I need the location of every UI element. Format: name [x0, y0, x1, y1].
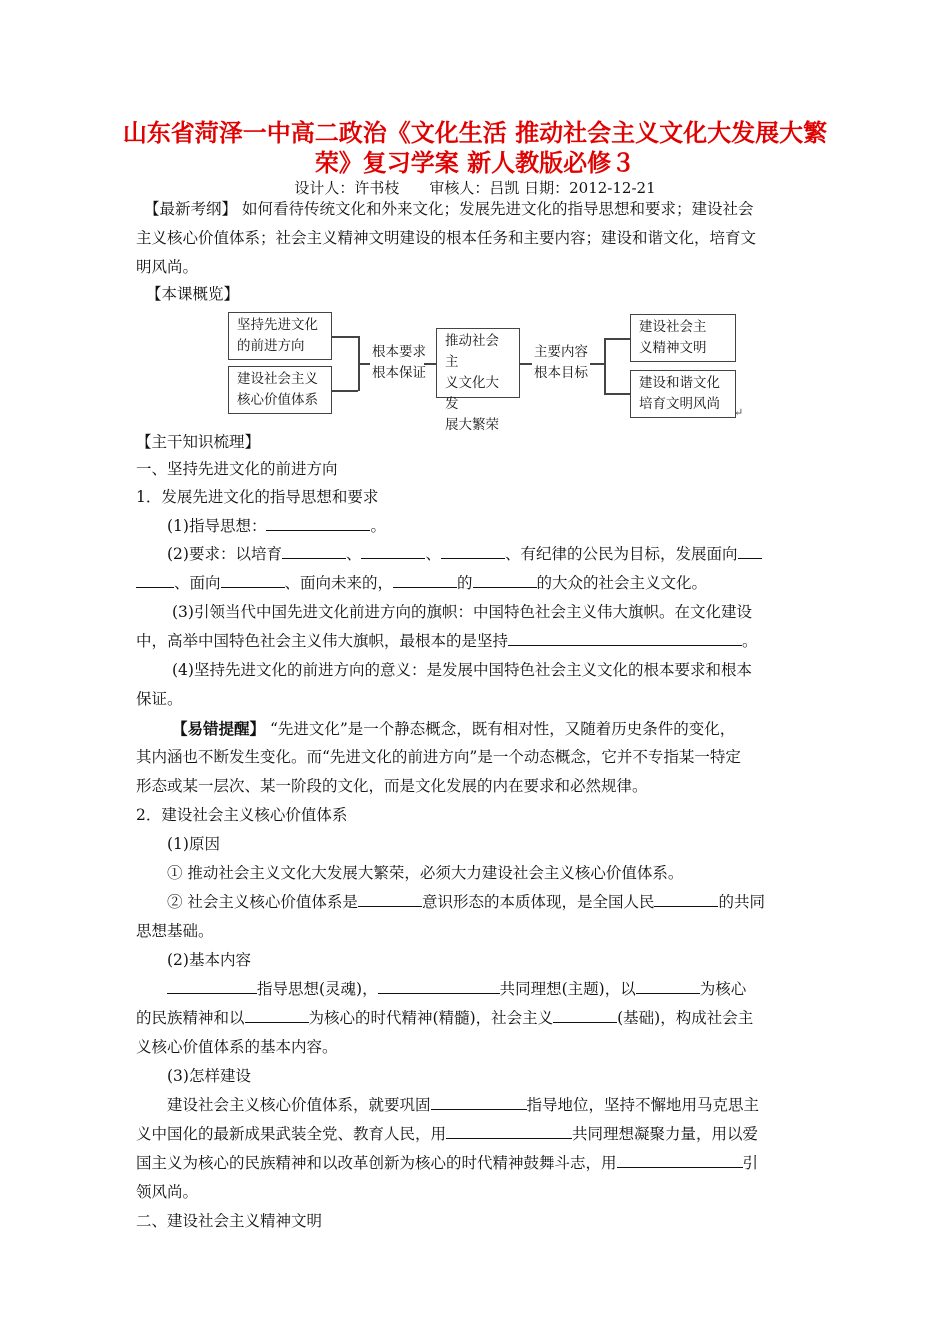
- connector: [590, 363, 604, 365]
- fill-blank[interactable]: [282, 544, 346, 559]
- s1-1b-line2: 、面向 、面向未来的， 的 的大众的社会主义文化。: [136, 569, 816, 598]
- box-harmonious-culture: 建设和谐文化 培育文明风尚: [630, 370, 736, 418]
- warning-line1: 【易错提醒】 “先进文化”是一个静态概念，既有相对性，又随着历史条件的变化，: [172, 719, 736, 738]
- document-title-line2: 荣》复习学案 新人教版必修３: [314, 148, 636, 177]
- s1-2b-line3: 义核心价值体系的基本内容。: [136, 1038, 338, 1056]
- s1-2c-line2: 义中国化的最新成果武装全党、教育人民，用 共同理想凝聚力量，用以爱: [136, 1125, 759, 1143]
- main-knowledge-label: 【主干知识梳理】: [136, 433, 261, 451]
- connector: [604, 338, 606, 394]
- s1-1d-line2: 保证。: [136, 690, 183, 708]
- fill-blank[interactable]: [553, 1008, 617, 1023]
- document-subtitle: 设计人：许书枝 审核人：吕凯 日期：2012-12-21: [294, 179, 656, 197]
- fill-blank[interactable]: [431, 1095, 527, 1110]
- fill-blank[interactable]: [245, 1008, 309, 1023]
- fill-blank[interactable]: [446, 1124, 572, 1139]
- connector: [332, 336, 358, 338]
- s1-1b-line1: (2)要求：以培育 、 、 、有纪律的公民为目标，发展面向: [136, 540, 816, 569]
- fill-blank[interactable]: [378, 979, 500, 994]
- fill-blank[interactable]: [358, 892, 422, 907]
- s1-2c-line4: 领风尚。: [136, 1183, 199, 1201]
- s1-2a-item1: ① 推动社会主义文化大发展大繁荣，必须大力建设社会主义核心价值体系。: [167, 864, 684, 882]
- s1-1c-line1: (3)引领当代中国先进文化前进方向的旗帜：中国特色社会主义伟大旗帜。在文化建设: [172, 603, 752, 621]
- exam-outline-label: 【最新考纲】: [144, 200, 238, 218]
- fill-blank[interactable]: [136, 573, 174, 588]
- label-main-content: 主要内容 根本目标: [534, 344, 588, 381]
- fill-blank[interactable]: [654, 892, 718, 907]
- box-spiritual-civilization: 建设社会主 义精神文明: [630, 314, 736, 362]
- s1-2c-line3: 国主义为核心的民族精神和以改革创新为核心的时代精神鼓舞斗志，用 引: [136, 1154, 759, 1172]
- s1-2b-heading: (2)基本内容: [167, 951, 251, 969]
- s1-2a-heading: (1)原因: [167, 835, 220, 853]
- section2-heading: 二、建设社会主义精神文明: [136, 1212, 323, 1230]
- fill-blank[interactable]: [617, 1153, 743, 1168]
- s1-2a-item2-line1: ② 社会主义核心价值体系是 意识形态的本质体现，是全国人民 的共同: [167, 893, 765, 911]
- connector: [424, 363, 436, 365]
- fill-blank[interactable]: [266, 516, 370, 531]
- exam-outline-line3: 明风尚。: [136, 258, 199, 276]
- s1-2c-heading: (3)怎样建设: [167, 1067, 251, 1085]
- box-advanced-culture: 坚持先进文化 的前进方向: [228, 312, 332, 360]
- s1-2a-item2-line2: 思想基础。: [136, 922, 214, 940]
- s1-1d-line1: (4)坚持先进文化的前进方向的意义：是发展中国特色社会主义文化的根本要求和根本: [172, 661, 752, 679]
- fill-blank[interactable]: [167, 979, 257, 994]
- fill-blank[interactable]: [473, 573, 537, 588]
- connector: [358, 363, 370, 365]
- warning-line2: 其内涵也不断发生变化。而“先进文化的前进方向”是一个动态概念，它并不专指某一特定: [136, 748, 741, 766]
- document-title-line1: 山东省菏泽一中高二政治《文化生活 推动社会主义文化大发展大繁: [122, 118, 828, 147]
- s1-1a: (1)指导思想： 。: [167, 517, 386, 535]
- exam-outline-line1: 【最新考纲】 如何看待传统文化和外来文化；发展先进文化的指导思想和要求；建设社会: [144, 200, 754, 218]
- box-prosperity: 推动社会主 义文化大发 展大繁荣: [436, 328, 520, 398]
- section1-heading: 一、坚持先进文化的前进方向: [136, 460, 338, 478]
- box-core-values: 建设社会主义 核心价值体系: [228, 366, 332, 414]
- section1-2-heading: 2．建设社会主义核心价值体系: [136, 806, 348, 824]
- fill-blank[interactable]: [636, 979, 700, 994]
- overview-diagram: [220, 306, 744, 433]
- fill-blank[interactable]: [221, 573, 285, 588]
- fill-blank[interactable]: [738, 544, 762, 559]
- s1-2c-line1: 建设社会主义核心价值体系，就要巩固 指导地位，坚持不懈地用马克思主: [167, 1096, 760, 1114]
- section1-1-heading: 1．发展先进文化的指导思想和要求: [136, 488, 379, 506]
- s1-2b-line1: 指导思想(灵魂)， 共同理想(主题)，以 为核心: [136, 975, 816, 1004]
- connector: [604, 338, 630, 340]
- warning-line3: 形态或某一层次、某一阶段的文化，而是文化发展的内在要求和必然规律。: [136, 777, 648, 795]
- exam-outline-line2: 主义核心价值体系；社会主义精神文明建设的根本任务和主要内容；建设和谐文化，培育文: [136, 229, 757, 247]
- warning-label: 【易错提醒】: [172, 719, 266, 738]
- paragraph-mark-icon: ↵: [734, 406, 744, 419]
- label-fundamental: 根本要求 根本保证: [372, 344, 426, 381]
- connector: [604, 393, 630, 395]
- overview-label: 【本课概览】: [146, 285, 240, 303]
- fill-blank[interactable]: [393, 573, 457, 588]
- s1-2b-line2: 的民族精神和以 为核心的时代精神(精髓)，社会主义 (基础)，构成社会主: [136, 1009, 754, 1027]
- fill-blank[interactable]: [441, 544, 505, 559]
- s1-1c-line2: 中，高举中国特色社会主义伟大旗帜，最根本的是坚持 。: [136, 632, 758, 650]
- fill-blank[interactable]: [361, 544, 425, 559]
- fill-blank[interactable]: [508, 631, 742, 646]
- connector: [332, 390, 358, 392]
- connector: [520, 363, 532, 365]
